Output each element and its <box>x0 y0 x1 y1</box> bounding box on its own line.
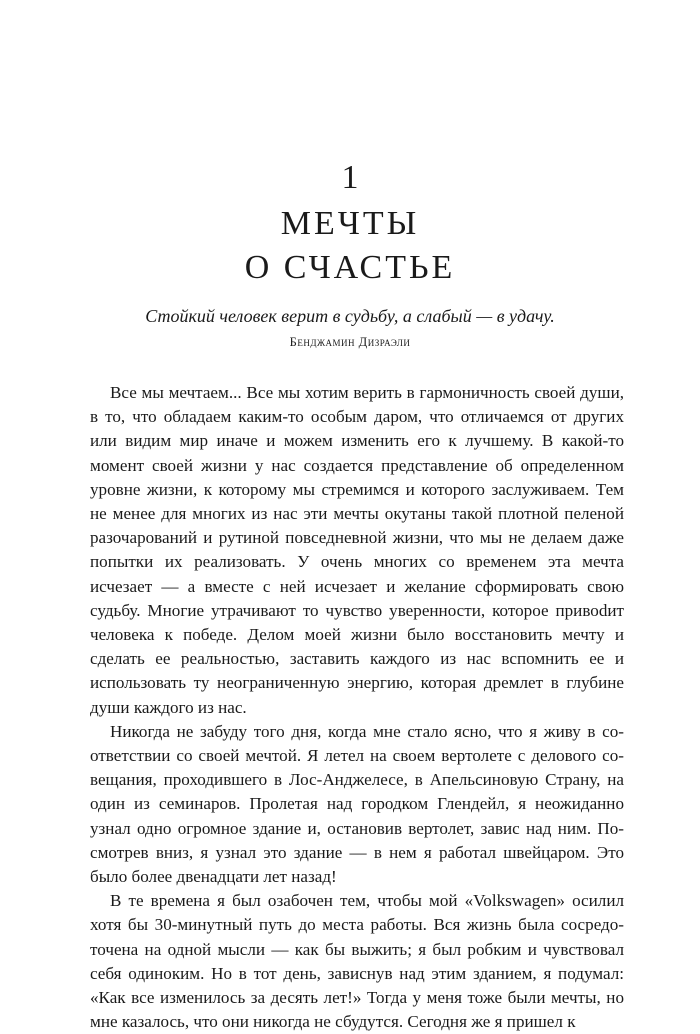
paragraph: Никогда не забуду того дня, когда мне стало ясно, что я живу в соответствии со своей мечтой. Я летел на своем вертолете с делового совещания, проходившего в Лос-Анджелесе, в Апельсиновую Страну, на один из семинаров. Пролетая над городком Глендейл, я неожиданно узнал одно огромное здание и, остановив вертолет, завис над ним. Посмотрев вниз, я узнал это здание — в нем я работал швейцаром. Это было более двенадцати лет назад! <box>90 721 624 887</box>
body-text <box>90 381 624 1034</box>
paragraph: В те времена я был озабочен тем, чтобы мой «Volkswagen» осилил хотя бы 30-минутный путь до места работы. Вся жизнь была сосредоточена на одной мысли — как бы выжить; я был робким и чувствовал себя одиноким. Но в тот день, зависнув над этим зданием, я подумал: «Как все изменилось за десять лет!» Тогда у меня тоже были мечты, но мне казалось, что они никогда не сбудутся. Сегодня же я пришел к <box>90 891 624 1032</box>
chapter-title-line-1: МЕЧТЫ <box>280 205 420 242</box>
chapter-title-line-2: О СЧАСТЬЕ <box>244 249 456 286</box>
chapter-number: 1 <box>341 159 359 196</box>
chapter-title <box>0 202 700 290</box>
paragraph: Все мы мечтаем... Все мы хотим верить в гармоничность своей души, в то, что обладаем каким-то особым даром, что отличаемся от других или видим мир иначе и можем изменить его к лучшему. В какой-то момент своей жизни у нас создается представление об определенном уровне жизни, к которому мы стремимся и которого заслуживаем. Тем не менее для многих из нас эти мечты окутаны такой плотной пеленой разочарований и рутиной повседневной жизни, что мы не делаем даже попытки их реализовать. У очень многих со временем эта мечта исчезает — а вместе с ней исчезает и желание сформировать свою судьбу. Многие утрачивают то чувство уверенности, которое привоdит человека к победе. Делом моей жизни было восстановить мечту и сделать ее реальностью, заставить каждого из нас вспомнить ее и использовать ту неограниченную энергию, которая дремлет в глубине души каждого из нас. <box>90 383 624 717</box>
epigraph-quote: Стойкий человек верит в судьбу, а слабый — в удачу. <box>145 306 555 326</box>
epigraph-author: Бенджамин Дизраэли <box>289 335 411 349</box>
